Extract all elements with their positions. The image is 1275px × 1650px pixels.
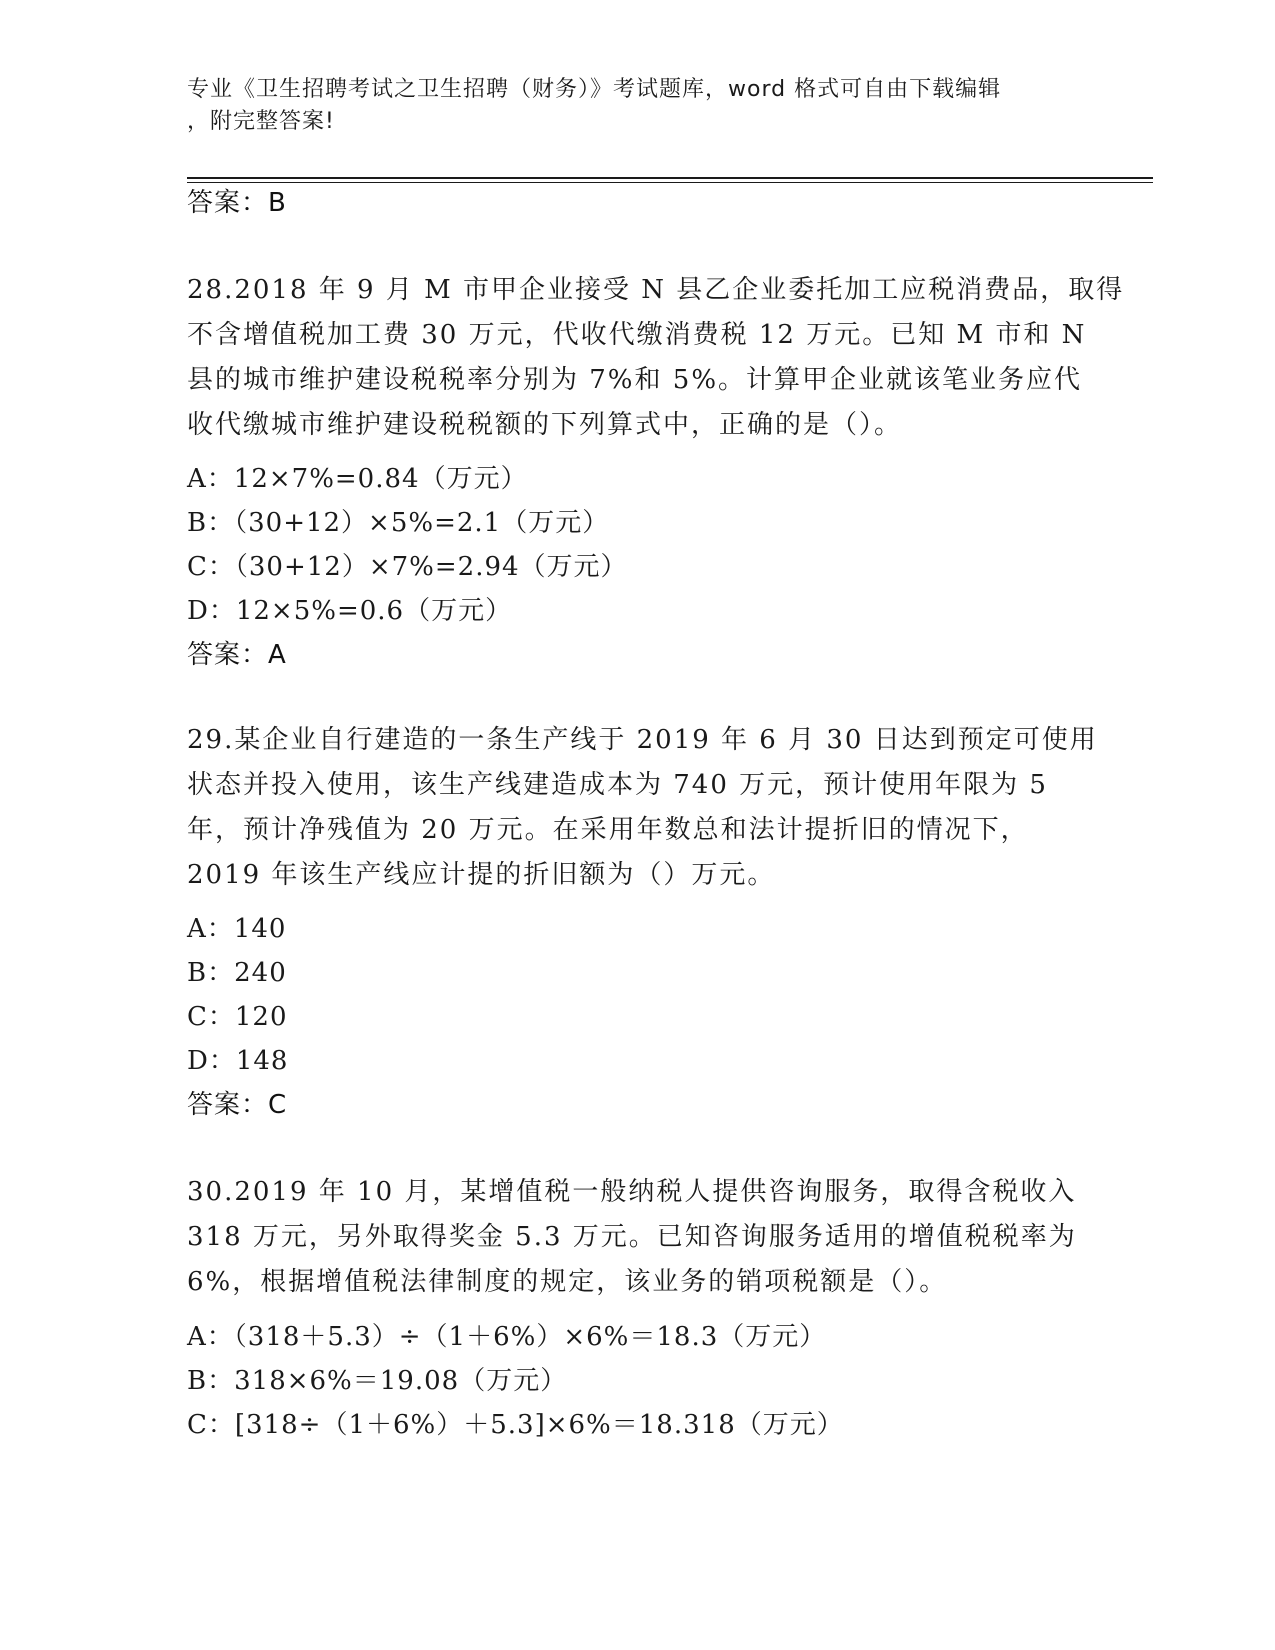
question-line: 29.某企业自行建造的一条生产线于 2019 年 6 月 30 日达到预定可使用 xyxy=(187,725,1098,755)
question-30-option-b: B：318×6%＝19.08（万元） xyxy=(187,1366,568,1396)
header-rule-thin xyxy=(187,182,1153,183)
question-line: 318 万元，另外取得奖金 5.3 万元。已知咨询服务适用的增值税税率为 xyxy=(187,1222,1077,1252)
question-line: 30.2019 年 10 月，某增值税一般纳税人提供咨询服务，取得含税收入 xyxy=(187,1177,1077,1207)
question-28 xyxy=(187,268,1125,448)
header-rule-thick xyxy=(187,177,1153,179)
question-line: 不含增值税加工费 30 万元，代收代缴消费税 12 万元。已知 M 市和 N xyxy=(187,320,1087,350)
header-line-1: 专业《卫生招聘考试之卫生招聘（财务）》考试题库，word 格式可自由下载编辑 xyxy=(187,77,1002,102)
question-line: 6%，根据增值税法律制度的规定，该业务的销项税额是（）。 xyxy=(187,1267,948,1297)
question-28-option-c: C：（30+12）×7%=2.94（万元） xyxy=(187,552,628,582)
question-29-answer: 答案：C xyxy=(187,1090,288,1120)
question-29-option-d: D：148 xyxy=(187,1046,289,1076)
question-30-option-a: A：（318＋5.3）÷（1＋6%）×6%＝18.3（万元） xyxy=(187,1322,827,1352)
question-line: 状态并投入使用，该生产线建造成本为 740 万元，预计使用年限为 5 xyxy=(187,770,1048,800)
question-line: 2019 年该生产线应计提的折旧额为（）万元。 xyxy=(187,860,776,890)
question-line: 年，预计净残值为 20 万元。在采用年数总和法计提折旧的情况下， xyxy=(187,815,1029,845)
header-line-2: ，附完整答案! xyxy=(187,109,335,134)
question-30-option-c: C：[318÷（1＋6%）＋5.3]×6%＝18.318（万元） xyxy=(187,1410,844,1440)
question-28-option-b: B：（30+12）×5%=2.1（万元） xyxy=(187,508,610,538)
question-line: 县的城市维护建设税税率分别为 7%和 5%。计算甲企业就该笔业务应代 xyxy=(187,365,1083,395)
previous-answer: 答案：B xyxy=(187,188,287,218)
question-28-answer: 答案：A xyxy=(187,640,287,670)
question-29-option-b: B：240 xyxy=(187,958,287,988)
document-header xyxy=(187,74,1087,138)
question-29-option-a: A：140 xyxy=(187,914,287,944)
question-line: 28.2018 年 9 月 M 市甲企业接受 N 县乙企业委托加工应税消费品，取得 xyxy=(187,275,1125,305)
question-28-option-d: D：12×5%=0.6（万元） xyxy=(187,596,513,626)
question-28-option-a: A：12×7%=0.84（万元） xyxy=(187,464,528,494)
question-29 xyxy=(187,718,1098,898)
question-30 xyxy=(187,1170,1087,1305)
question-29-option-c: C：120 xyxy=(187,1002,288,1032)
question-line: 收代缴城市维护建设税税额的下列算式中，正确的是（）。 xyxy=(187,410,903,440)
